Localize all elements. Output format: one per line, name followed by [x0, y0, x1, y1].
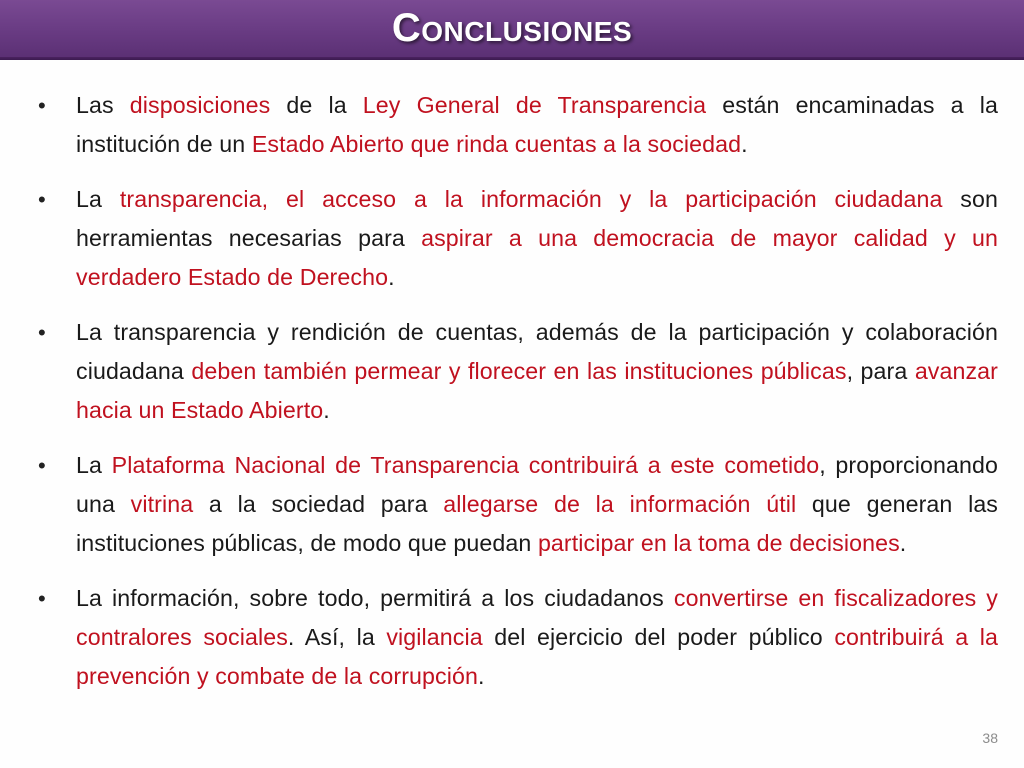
page-number: 38: [982, 730, 998, 746]
highlighted-text: vigilancia: [386, 624, 483, 650]
highlighted-text: disposiciones: [129, 92, 271, 118]
bullet-item: [38, 86, 998, 164]
body-text: La transparencia y rendición de cuentas, además de la participación y colaboración ciudadana: [76, 319, 998, 384]
bullet-item: [38, 446, 998, 563]
body-text: .: [741, 131, 748, 157]
body-text: La: [76, 452, 112, 478]
body-text: están encaminadas a la institución de un: [76, 92, 999, 157]
body-text: , proporcionando una: [76, 452, 998, 517]
body-text: Las: [76, 92, 130, 118]
highlighted-text: Estado Abierto que rinda cuentas a la sociedad: [251, 131, 742, 157]
highlighted-text: Plataforma Nacional de Transparencia contribuirá a este cometido: [111, 452, 820, 478]
body-text: que generan las instituciones públicas, de modo que puedan: [76, 491, 999, 556]
bullet-item: [38, 313, 998, 430]
body-text: del ejercicio del poder público: [482, 624, 835, 650]
bullet-icon: •: [38, 453, 46, 478]
bullet-list: [38, 86, 998, 712]
highlighted-text: allegarse de la información útil: [443, 491, 797, 517]
bullet-text: [76, 452, 998, 556]
highlighted-text: contribuirá a la prevención y combate de la corrupción: [76, 624, 998, 689]
body-text: .: [899, 530, 907, 556]
body-text: a la sociedad para: [193, 491, 444, 517]
bullet-text: [76, 186, 998, 290]
body-text: , para: [846, 358, 915, 384]
highlighted-text: participar en la toma de decisiones: [537, 530, 900, 556]
body-text: .: [477, 663, 485, 689]
bullet-icon: •: [38, 320, 46, 345]
highlighted-text: vitrina: [130, 491, 194, 517]
bullet-text: [76, 319, 998, 423]
bullet-icon: •: [38, 187, 46, 212]
body-text: .: [323, 397, 330, 423]
body-text: de la: [270, 92, 363, 118]
body-text: La: [76, 186, 120, 212]
bullet-icon: •: [38, 93, 46, 118]
bullet-item: [38, 579, 998, 696]
bullet-text: [76, 92, 998, 157]
bullet-item: [38, 180, 998, 297]
bullet-icon: •: [38, 586, 46, 611]
highlighted-text: aspirar a una democracia de mayor calidad y un verdadero Estado de Derecho: [76, 225, 999, 290]
body-text: La información, sobre todo, permitirá a los ciudadanos: [76, 585, 674, 611]
bullet-text: [76, 585, 998, 689]
slide-title: Conclusiones: [391, 6, 633, 50]
body-text: .: [388, 264, 395, 290]
highlighted-text: transparencia, el acceso a la información y la participación ciudadana: [119, 186, 943, 212]
body-text: son herramientas necesarias para: [76, 186, 998, 251]
highlighted-text: avanzar hacia un Estado Abierto: [76, 358, 999, 423]
body-text: . Así, la: [287, 624, 387, 650]
highlighted-text: deben también permear y florecer en las instituciones públicas: [191, 358, 847, 384]
highlighted-text: convertirse en fiscalizadores y contralores sociales: [76, 585, 998, 650]
highlighted-text: Ley General de Transparencia: [362, 92, 707, 118]
